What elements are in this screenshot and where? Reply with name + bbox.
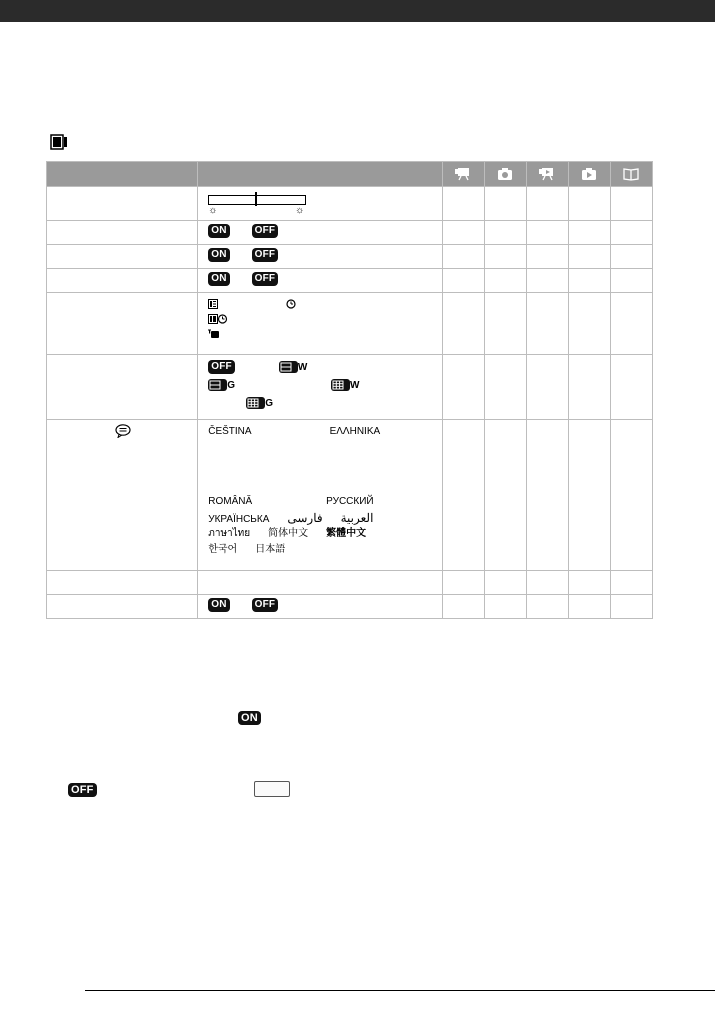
mode-cell <box>442 245 484 269</box>
language-option[interactable]: 简体中文 <box>268 528 309 539</box>
grid-mesh-g-icon[interactable]: G <box>246 396 273 411</box>
mode-cell <box>526 293 568 355</box>
page-header-bar <box>0 0 715 22</box>
mode-cell <box>568 293 610 355</box>
key-button-icon <box>254 781 290 797</box>
info-clock-icon[interactable] <box>208 314 228 324</box>
mode-cell <box>610 245 652 269</box>
mode-cell <box>568 221 610 245</box>
language-icon <box>115 424 131 438</box>
mode-cell <box>484 293 526 355</box>
setting-options-header <box>198 162 442 187</box>
on-badge-inline: ON <box>238 711 261 725</box>
mode-header-movie-playback <box>526 162 568 187</box>
mode-cell <box>610 293 652 355</box>
mode-cell <box>484 269 526 293</box>
mode-cell <box>442 595 484 619</box>
mode-header-reference <box>610 162 652 187</box>
mode-cell <box>568 269 610 293</box>
mode-cell <box>526 420 568 571</box>
mode-cell <box>442 269 484 293</box>
table-row-toggle-2 <box>47 245 653 269</box>
mode-header-photo-record <box>484 162 526 187</box>
table-row-display <box>47 293 653 355</box>
menu-item-cell <box>47 245 198 269</box>
language-option[interactable]: РУССКИЙ <box>326 496 374 507</box>
dim-sun-icon: ☼ <box>208 205 218 216</box>
book-reference-icon <box>621 166 641 182</box>
table-row-brightness <box>47 187 653 221</box>
mode-cell <box>526 355 568 420</box>
off-option-badge[interactable]: OFF <box>252 598 279 612</box>
mode-cell <box>442 221 484 245</box>
table-row-toggle-1 <box>47 221 653 245</box>
language-option[interactable]: 한국어 <box>208 544 238 555</box>
movie-playback-icon <box>537 166 557 182</box>
table-header-row <box>47 162 653 187</box>
mode-cell <box>442 293 484 355</box>
table-row-toggle-3 <box>47 269 653 293</box>
menu-item-cell <box>47 221 198 245</box>
language-option[interactable]: ภาษาไทย <box>208 528 251 539</box>
card-icon[interactable] <box>208 329 220 339</box>
setting-options-cell <box>198 245 442 269</box>
grid-mesh-w-icon[interactable]: W <box>331 378 359 393</box>
off-option-badge[interactable]: OFF <box>252 224 279 238</box>
menu-item-cell <box>47 571 198 595</box>
setting-options-cell <box>198 293 442 355</box>
mode-header-photo-playback <box>568 162 610 187</box>
language-option[interactable]: УКРАЇНСЬКА <box>208 514 270 525</box>
on-option-badge[interactable]: ON <box>208 598 229 612</box>
mode-cell <box>568 595 610 619</box>
language-option[interactable]: ΕΛΛΗΝΙΚΑ <box>329 426 381 437</box>
mode-cell <box>526 571 568 595</box>
mode-cell <box>526 269 568 293</box>
mode-cell <box>610 187 652 221</box>
grid-line-w-icon[interactable]: W <box>279 360 307 375</box>
menu-item-cell <box>47 355 198 420</box>
slider-track <box>208 195 306 205</box>
settings-table <box>46 161 653 619</box>
footer-rule <box>85 990 715 991</box>
bright-sun-icon: ☼ <box>295 205 305 216</box>
off-option-badge[interactable]: OFF <box>208 360 235 374</box>
language-option[interactable]: ROMÂNĂ <box>208 496 253 507</box>
lcd-panel-icon <box>50 134 68 150</box>
mode-cell <box>568 420 610 571</box>
setting-options-cell <box>198 269 442 293</box>
photo-playback-icon <box>579 166 599 182</box>
setting-options-cell <box>198 595 442 619</box>
menu-item-cell <box>47 187 198 221</box>
clock-icon[interactable] <box>286 299 296 309</box>
mode-cell <box>610 571 652 595</box>
mode-cell <box>610 420 652 571</box>
mode-cell <box>526 595 568 619</box>
menu-item-header <box>47 162 198 187</box>
mode-cell <box>442 355 484 420</box>
language-option[interactable]: 繁體中文 <box>326 528 367 539</box>
table-row-toggle-4 <box>47 595 653 619</box>
on-option-badge[interactable]: ON <box>208 224 229 238</box>
mode-cell <box>568 355 610 420</box>
mode-cell <box>526 221 568 245</box>
mode-cell <box>568 245 610 269</box>
menu-item-cell <box>47 420 198 571</box>
setting-options-cell <box>198 571 442 595</box>
mode-cell <box>442 420 484 571</box>
setting-options-cell <box>198 187 442 221</box>
language-option[interactable]: العربية <box>340 511 374 525</box>
language-option[interactable]: ČEŠTINA <box>208 426 252 437</box>
table-row-grid <box>47 355 653 420</box>
mode-cell <box>484 355 526 420</box>
language-option[interactable]: فارسی <box>287 511 323 525</box>
table-row-language <box>47 420 653 571</box>
menu-item-cell <box>47 269 198 293</box>
mode-cell <box>526 245 568 269</box>
mode-cell <box>484 245 526 269</box>
mode-cell <box>484 187 526 221</box>
off-option-badge[interactable]: OFF <box>252 248 279 262</box>
menu-item-cell <box>47 595 198 619</box>
brightness-slider[interactable] <box>208 192 304 218</box>
mode-cell <box>610 355 652 420</box>
mode-cell <box>526 187 568 221</box>
mode-header-movie-record <box>442 162 484 187</box>
photo-camera-icon <box>495 166 515 182</box>
menu-item-cell <box>47 293 198 355</box>
slider-thumb[interactable] <box>255 192 257 206</box>
mode-cell <box>442 571 484 595</box>
on-option-badge[interactable]: ON <box>208 272 229 286</box>
mode-cell <box>484 420 526 571</box>
mode-cell <box>610 269 652 293</box>
info-icon[interactable] <box>208 299 218 309</box>
mode-cell <box>568 571 610 595</box>
mode-cell <box>442 187 484 221</box>
on-option-badge[interactable]: ON <box>208 248 229 262</box>
mode-cell <box>610 595 652 619</box>
mode-cell <box>610 221 652 245</box>
table-row-empty <box>47 571 653 595</box>
mode-cell <box>484 595 526 619</box>
setting-options-cell <box>198 355 442 420</box>
grid-line-g-icon[interactable]: G <box>208 378 235 393</box>
off-option-badge[interactable]: OFF <box>252 272 279 286</box>
mode-cell <box>568 187 610 221</box>
language-option[interactable]: 日本語 <box>255 544 286 555</box>
setting-options-cell <box>198 221 442 245</box>
mode-cell <box>484 571 526 595</box>
off-badge-inline: OFF <box>68 783 97 797</box>
movie-camera-icon <box>453 166 473 182</box>
setting-options-cell <box>198 420 442 571</box>
mode-cell <box>484 221 526 245</box>
